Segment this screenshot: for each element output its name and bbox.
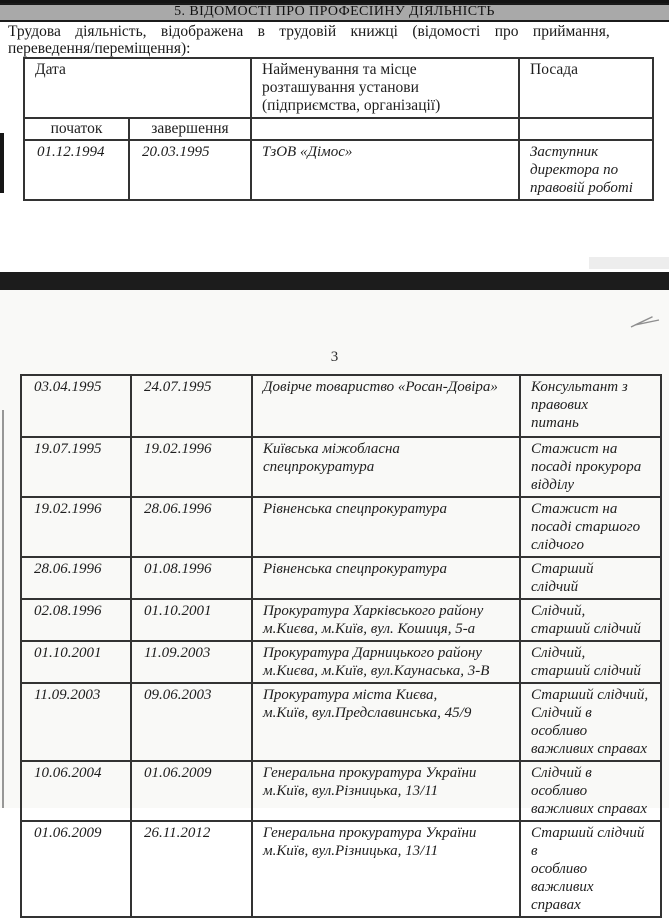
text-line: правових: [531, 397, 588, 413]
text-line: Стажист на: [531, 441, 618, 457]
cell-institution: [251, 140, 519, 200]
cell-start-date: 03.04.1995: [21, 375, 131, 437]
cell-position: [520, 683, 661, 761]
section-header-bar: [0, 3, 669, 22]
cell-start-date: 19.07.1995: [21, 437, 131, 497]
cell-start-date: 11.09.2003: [21, 683, 131, 761]
text-line: особливо важливих: [531, 861, 594, 895]
subheader-cell-empty: [519, 118, 653, 140]
cell-start-date: 02.08.1996: [21, 599, 131, 641]
cell-position: [520, 557, 661, 599]
intro-paragraph: [8, 24, 664, 57]
cell-start-date: 10.06.2004: [21, 761, 131, 821]
text-line: Слідчий в особливо: [531, 705, 592, 739]
cell-end-date: 01.10.2001: [131, 599, 252, 641]
table-row: [24, 140, 653, 200]
text-line: м.Київ, вул.Предславинська, 45/9: [263, 705, 472, 721]
cell-institution: [252, 557, 520, 599]
table-row: [21, 437, 661, 497]
cell-institution: [252, 761, 520, 821]
text-line: Старший: [531, 561, 594, 577]
cell-institution: [252, 437, 520, 497]
text-line: Генеральна прокуратура України: [263, 825, 477, 841]
employment-table-page2: [20, 374, 662, 918]
scan-divider-band: [0, 272, 669, 290]
text-line: Рівненська спецпрокуратура: [263, 561, 447, 577]
cell-position: [519, 140, 653, 200]
subheader-cell-start: початок: [24, 118, 129, 140]
table-row: [21, 599, 661, 641]
text-line: слідчого: [531, 537, 584, 553]
text-line: Старший слідчий в: [531, 825, 645, 859]
text-line: Прокуратура міста Києва,: [263, 687, 438, 703]
cell-end-date: 11.09.2003: [131, 641, 252, 683]
text-line: Прокуратура Харківського району: [263, 603, 484, 619]
cell-institution: [252, 821, 520, 917]
scan-smudge: [589, 257, 669, 269]
cell-position: [520, 821, 661, 917]
text-line: Консультант з: [531, 379, 628, 395]
scan-edge-artifact: [0, 133, 4, 193]
cell-position: [520, 375, 661, 437]
cell-position: [520, 437, 661, 497]
text-line: м.Київ, вул.Різницька, 13/11: [263, 783, 439, 799]
cell-end-date: 01.08.1996: [131, 557, 252, 599]
cell-position: [520, 761, 661, 821]
text-line: м.Києва, м.Київ, вул.Каунаська, 3-В: [263, 663, 490, 679]
cell-institution: [252, 375, 520, 437]
cell-position: [520, 599, 661, 641]
text-line: важливих справах: [531, 801, 648, 817]
table-subheader-row: [24, 118, 653, 140]
text-line: правовій роботі: [530, 180, 633, 196]
cell-institution: [252, 641, 520, 683]
text-line: директора по: [530, 162, 619, 178]
intro-line: переведення/переміщення):: [8, 39, 191, 57]
text-line: ТзОВ «Дімос»: [262, 144, 353, 160]
subheader-cell-end: завершення: [129, 118, 251, 140]
text-line: Прокуратура Дарницького району: [263, 645, 482, 661]
text-line: посаді прокурора: [531, 459, 642, 475]
text-line: Слідчий,: [531, 603, 586, 619]
text-line: спецпрокуратура: [263, 459, 375, 475]
cell-institution: [252, 683, 520, 761]
table-row: [21, 641, 661, 683]
text-line: посаді старшого: [531, 519, 641, 535]
cell-end-date: 19.02.1996: [131, 437, 252, 497]
text-line: Рівненська спецпрокуратура: [263, 501, 447, 517]
text-line: слідчий: [531, 579, 579, 595]
pen-mark: [624, 313, 664, 333]
header-cell-position: Посада: [519, 58, 653, 118]
text-line: Заступник: [530, 144, 599, 160]
cell-end-date: 09.06.2003: [131, 683, 252, 761]
text-line: важливих справах: [531, 741, 648, 757]
text-line: старший слідчий: [531, 663, 641, 679]
cell-end-date: 28.06.1996: [131, 497, 252, 557]
cell-institution: [252, 497, 520, 557]
page-number: 3: [330, 349, 339, 365]
cell-start-date: 28.06.1996: [21, 557, 131, 599]
text-line: м.Києва, м.Київ, вул. Кошиця, 5-а: [263, 621, 476, 637]
header-cell-institution: Найменування та місце розташування установи (підприємства, організації): [251, 58, 519, 118]
text-line: Слідчий,: [531, 645, 586, 661]
cell-position: [520, 497, 661, 557]
cell-start-date: 01.10.2001: [21, 641, 131, 683]
table-row: [21, 821, 661, 917]
table-row: [21, 497, 661, 557]
text-line: Слідчий в особливо: [531, 765, 592, 799]
cell-end-date: 26.11.2012: [131, 821, 252, 917]
text-line: питань: [531, 415, 579, 431]
cell-end-date: 01.06.2009: [131, 761, 252, 821]
table-row: [21, 683, 661, 761]
table-row: [21, 761, 661, 821]
cell-start-date: 01.12.1994: [24, 140, 129, 200]
table-row: [21, 375, 661, 437]
text-line: справах: [531, 897, 581, 913]
cell-institution: [252, 599, 520, 641]
table-header-row: [24, 58, 653, 118]
section-header-title: 5. ВІДОМОСТІ ПРО ПРОФЕСІЙНУ ДІЯЛЬНІСТЬ: [174, 4, 495, 19]
cell-end-date: 20.03.1995: [129, 140, 251, 200]
text-line: Генеральна прокуратура України: [263, 765, 477, 781]
text-line: Старший слідчий,: [531, 687, 649, 703]
text-line: старший слідчий: [531, 621, 641, 637]
cell-end-date: 24.07.1995: [131, 375, 252, 437]
scan-edge-artifact: [2, 410, 4, 808]
cell-start-date: 19.02.1996: [21, 497, 131, 557]
text-line: Довірче товариство «Росан-Довіра»: [263, 379, 498, 395]
intro-line: Трудова діяльність, відображена в трудовій книжці (відомості про приймання,: [8, 23, 610, 40]
table-row: [21, 557, 661, 599]
text-line: м.Київ, вул.Різницька, 13/11: [263, 843, 439, 859]
header-cell-date: Дата: [24, 58, 251, 118]
cell-start-date: 01.06.2009: [21, 821, 131, 917]
cell-position: [520, 641, 661, 683]
employment-table-page1: [23, 57, 654, 201]
subheader-cell-empty: [251, 118, 519, 140]
text-line: відділу: [531, 477, 575, 493]
text-line: Стажист на: [531, 501, 618, 517]
text-line: Київська міжобласна: [263, 441, 400, 457]
